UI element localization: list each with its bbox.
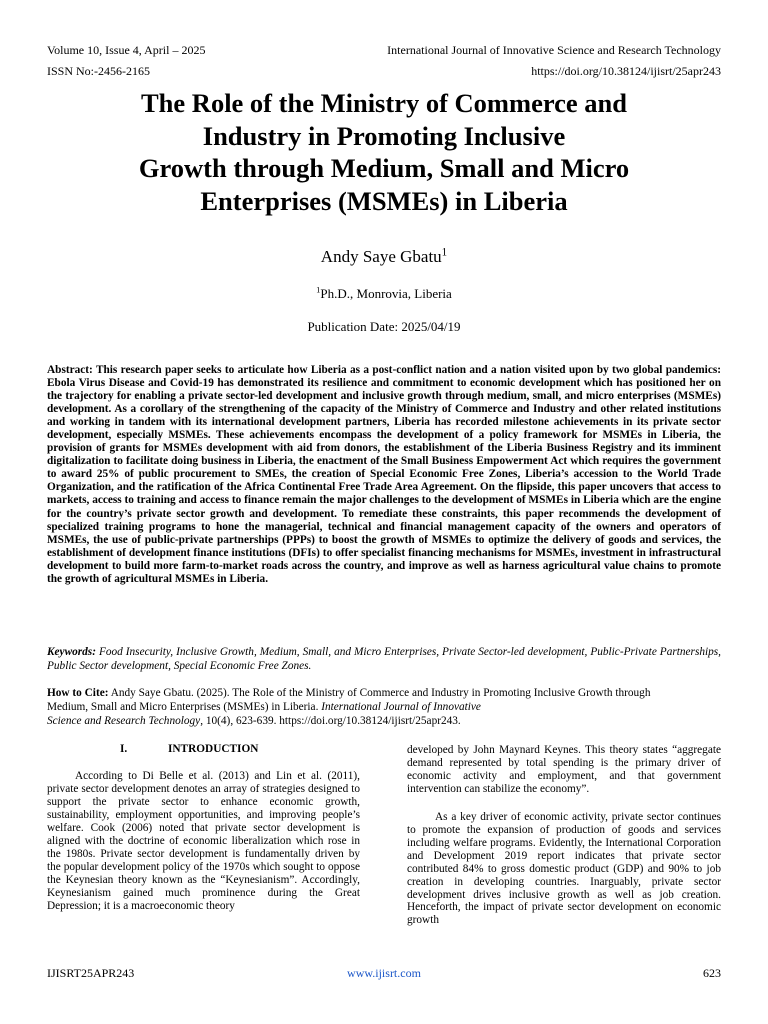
section-number: I. (120, 743, 128, 755)
abstract-label: Abstract: (47, 364, 93, 376)
affiliation-superscript: 1 (316, 284, 321, 295)
author-superscript: 1 (441, 246, 448, 259)
title-line: Industry in Promoting Inclusive (202, 120, 566, 151)
body-paragraph: As a key driver of economic activity, private sector continues to promote the expansion of production of goods and services including welfare programs. Evidently, the International Corporation and Development 2019 report indicates that private sector contributed 84% to gross domestic product (GDP) and 90% to job creation in developing countries. Inarguably, private sector development drives inclusive growth as well as job creation. Henceforth, the impact of private sector development on economic growth (407, 810, 721, 927)
how-to-cite (47, 686, 721, 728)
right-column (407, 744, 721, 927)
keywords (47, 645, 721, 673)
affiliation-text: Ph.D., Monrovia, Liberia (320, 286, 452, 301)
footer-website-link[interactable]: www.ijisrt.com (347, 966, 421, 980)
paper-title (40, 87, 728, 217)
citation-label: How to Cite: (47, 687, 109, 699)
author-name: Andy Saye Gbatu (320, 247, 442, 266)
abstract (47, 364, 721, 586)
keywords-text: Food Insecurity, Inclusive Growth, Medium, Small, and Micro Enterprises, Private Sector-led development, Public-Private Partnerships, Public Sector development, Special Economic Free Zones. (47, 646, 722, 672)
citation-journal: International Journal of Innovative (321, 701, 481, 713)
citation-line (47, 686, 721, 700)
section-title: INTRODUCTION (168, 743, 259, 755)
left-column (47, 770, 360, 912)
title-line: The Role of the Ministry of Commerce and (141, 88, 627, 118)
affiliation (0, 286, 768, 302)
citation-line (47, 700, 721, 714)
author (0, 247, 768, 267)
citation-text: Andy Saye Gbatu. (2025). The Role of the Ministry of Commerce and Industry in Promoting Inclusive Growth through (110, 687, 651, 699)
doi-link[interactable]: https://doi.org/10.38124/ijisrt/25apr243 (531, 64, 721, 78)
keywords-label: Keywords: (47, 646, 96, 658)
title-line: Enterprises (MSMEs) in Liberia (200, 185, 568, 216)
journal-name: International Journal of Innovative Science and Research Technology (387, 43, 721, 57)
abstract-text: This research paper seeks to articulate how Liberia as a post-conflict nation and a nation visited upon by two global pandemics: Ebola Virus Disease and Covid-19 has demonstrated its resilience and commitment to economic development which has positioned her on the trajectory for enabling a private sector-led development and inclusive growth through medium, small, and micro enterprises (MSMEs) development. As a corollary of the strengthening of the capacity of the Ministry of Commerce and Industry and other related institutions and working in tandem with its international development partners, Liberia has recorded milestone achievements in its private sector development, especially MSMEs. These achievements encompass the development of a policy framework for MSMEs in Liberia, the provision of grants for MSMEs development with aid from donors, the establishment of the Liberia Business Registry and its imminent digitalization to facilitate doing business in Liberia, the enactment of the Small Business Empowerment Act which requires the government to award 25% of public procurement to SMEs, the creation of Special Economic Free Zones, Liberia’s accession to the World Trade Organization, and the ratification of the Africa Continental Free Trade Area Agreement. On the flipside, this paper uncovers that access to markets, access to training and access to finance remain the major challenges to the development of MSMEs in Liberia which are the engine for the country’s private sector growth and development. To remediate these constraints, this paper recommends the development of specialized training programs to hone the managerial, technical and financial management capacity of the owners and operators of MSMEs, the use of public-private partnerships (PPPs) to boost the growth of MSMEs to optimize the delivery of goods and services, the establishment of development finance institutions (DFIs) to offer specialist financing mechanisms for MSMEs, investment in infrastructural development to build more farm-to-market roads across the country, and improve as well as harness agricultural value chains to promote the growth of agricultural MSMEs in Liberia. (47, 364, 721, 585)
citation-doi[interactable]: , 10(4), 623-639. https://doi.org/10.38124/ijisrt/25apr243. (200, 715, 461, 727)
section-heading (120, 743, 258, 756)
citation-journal: Science and Research Technology (47, 715, 201, 727)
publication-date: Publication Date: 2025/04/19 (307, 319, 461, 334)
issn: ISSN No:-2456-2165 (47, 64, 151, 78)
body-paragraph: According to Di Belle et al. (2013) and Lin et al. (2011), private sector development denotes an array of strategies designed to support the private sector to enhance economic growth, sustainability, employment opportunities, and improving people’s welfare. Cook (2006) noted that private sector development is aligned with the doctrine of economic liberalization which rose in the 1980s. Private sector development is fundamentally driven by the popular development policy of the 1970s which sought to oppose the Keynesian theory known as the “Keynesianism”. Accordingly, Keynesianism gained much prominence during the Great Depression; it is a macroeconomic theory (47, 770, 360, 912)
citation-line (47, 714, 721, 728)
volume-issue: Volume 10, Issue 4, April – 2025 (47, 43, 206, 57)
title-line: Growth through Medium, Small and Micro (138, 153, 630, 183)
footer-paper-id: IJISRT25APR243 (47, 966, 135, 980)
body-paragraph: developed by John Maynard Keynes. This theory states “aggregate demand represented by total spending is the primary driver of economic activity and employment, and that government intervention can stabilize the economy”. (407, 744, 721, 795)
page-number: 623 (703, 966, 721, 980)
citation-text: Medium, Small and Micro Enterprises (MSMEs) in Liberia. (47, 701, 319, 713)
